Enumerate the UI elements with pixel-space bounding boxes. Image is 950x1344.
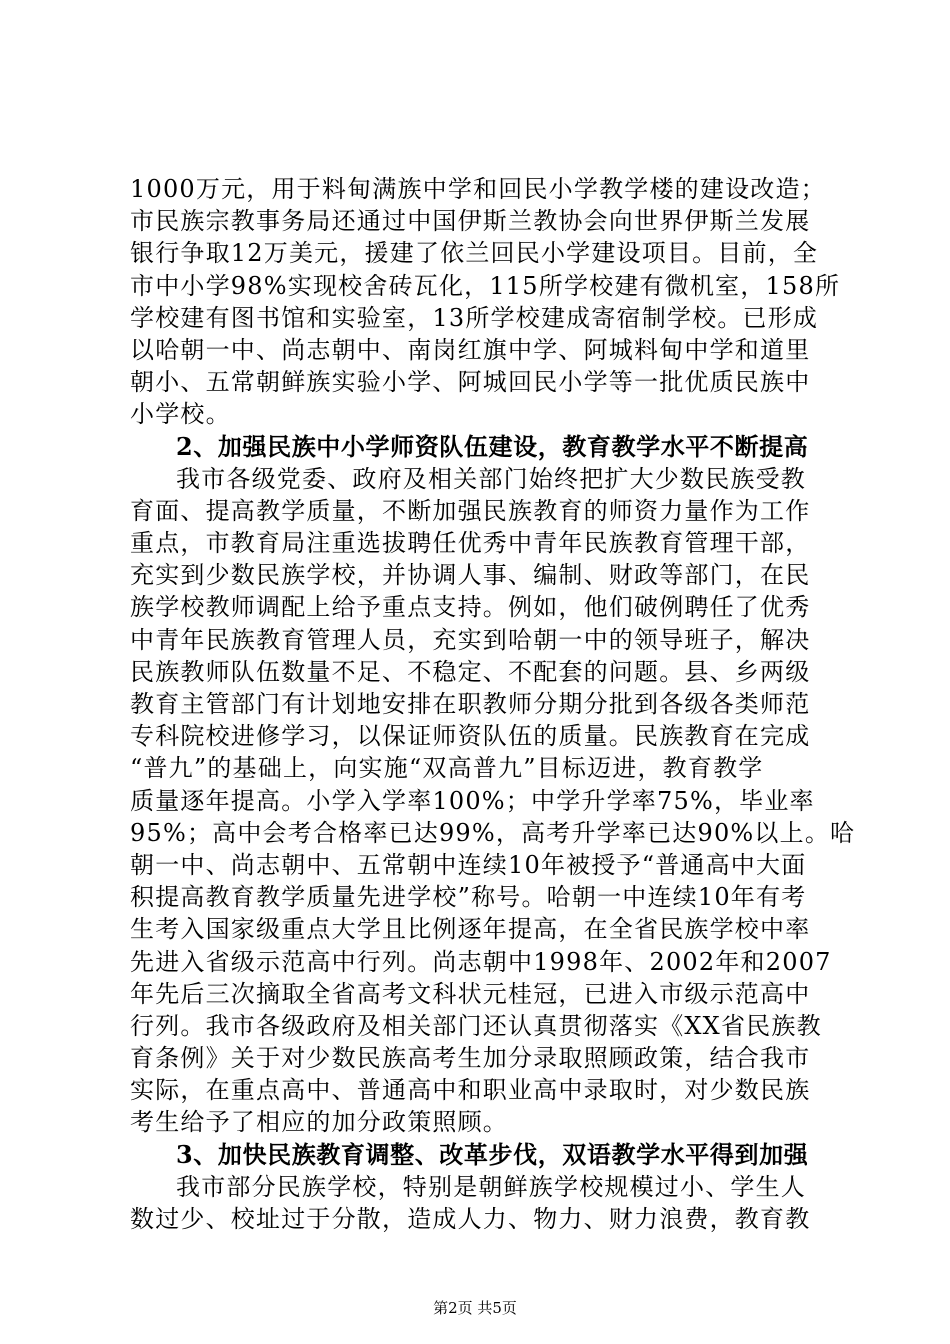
- text-line: 行列。我市各级政府及相关部门还认真贯彻落实《XX省民族教: [130, 1011, 822, 1040]
- text-line: 中青年民族教育管理人员，充实到哈朝一中的领导班子，解决: [130, 625, 811, 654]
- text-line: 朝小、五常朝鲜族实验小学、阿城回民小学等一批优质民族中: [130, 368, 811, 397]
- text-line: 先进入省级示范高中行列。尚志朝中1998年、2002年和2007: [130, 947, 832, 976]
- section-heading: 2、加强民族中小学师资队伍建设，教育教学水平不断提高: [176, 431, 809, 461]
- text-line: 民族教师队伍数量不足、不稳定、不配套的问题。县、乡两级: [130, 657, 811, 686]
- text-line: 育条例》关于对少数民族高考生加分录取照顾政策，结合我市: [130, 1044, 811, 1073]
- text-line: 质量逐年提高。小学入学率100%；中学升学率75%，毕业率: [130, 786, 815, 815]
- page-footer: 第2页 共5页: [433, 1299, 517, 1317]
- text-line: 考生给予了相应的加分政策照顾。: [130, 1108, 508, 1137]
- text-line: 数过少、校址过于分散，造成人力、物力、财力浪费，教育教: [130, 1205, 811, 1233]
- text-line: 95%；高中会考合格率已达99%，高考升学率已达90%以上。哈: [130, 818, 856, 847]
- text-line: 积提高教育教学质量先进学校”称号。哈朝一中连续10年有考: [130, 883, 807, 912]
- text-line: 1000万元，用于料甸满族中学和回民小学教学楼的建设改造；: [130, 175, 826, 203]
- paragraph-first-line: 我市各级党委、政府及相关部门始终把扩大少数民族受教: [176, 464, 806, 493]
- text-line: 银行争取12万美元，援建了依兰回民小学建设项目。目前，全: [130, 239, 819, 268]
- text-line: “普九”的基础上，向实施“双高普九”目标迈进，教育教学: [130, 754, 764, 783]
- paragraph-first-line: 我市部分民族学校，特别是朝鲜族学校规模过小、学生人: [176, 1172, 806, 1201]
- text-line: 市民族宗教事务局还通过中国伊斯兰教协会向世界伊斯兰发展: [130, 207, 811, 236]
- text-line: 市中小学98%实现校舍砖瓦化，115所学校建有微机室，158所: [130, 271, 841, 300]
- text-line: 重点，市教育局注重选拔聘任优秀中青年民族教育管理干部，: [130, 529, 811, 558]
- section-heading: 3、加快民族教育调整、改革步伐，双语教学水平得到加强: [176, 1139, 809, 1169]
- text-line: 教育主管部门有计划地安排在职教师分期分批到各级各类师范: [130, 690, 811, 718]
- text-line: 实际，在重点高中、普通高中和职业高中录取时，对少数民族: [130, 1076, 811, 1105]
- text-line: 小学校。: [130, 400, 231, 429]
- text-line: 以哈朝一中、尚志朝中、南岗红旗中学、阿城料甸中学和道里: [130, 335, 811, 364]
- text-line: 生考入国家级重点大学且比例逐年提高，在全省民族学校中率: [130, 915, 811, 944]
- text-line: 充实到少数民族学校，并协调人事、编制、财政等部门，在民: [130, 561, 811, 590]
- text-line: 年先后三次摘取全省高考文科状元桂冠，已进入市级示范高中: [130, 979, 811, 1008]
- text-line: 育面、提高教学质量，不断加强民族教育的师资力量作为工作: [130, 496, 811, 525]
- text-line: 朝一中、尚志朝中、五常朝中连续10年被授予“普通高中大面: [130, 850, 807, 879]
- text-line: 族学校教师调配上给予重点支持。例如，他们破例聘任了优秀: [130, 593, 811, 622]
- text-line: 学校建有图书馆和实验室，13所学校建成寄宿制学校。已形成: [130, 303, 819, 332]
- text-line: 专科院校进修学习，以保证师资队伍的质量。民族教育在完成: [130, 722, 811, 751]
- document-body: [130, 173, 856, 1235]
